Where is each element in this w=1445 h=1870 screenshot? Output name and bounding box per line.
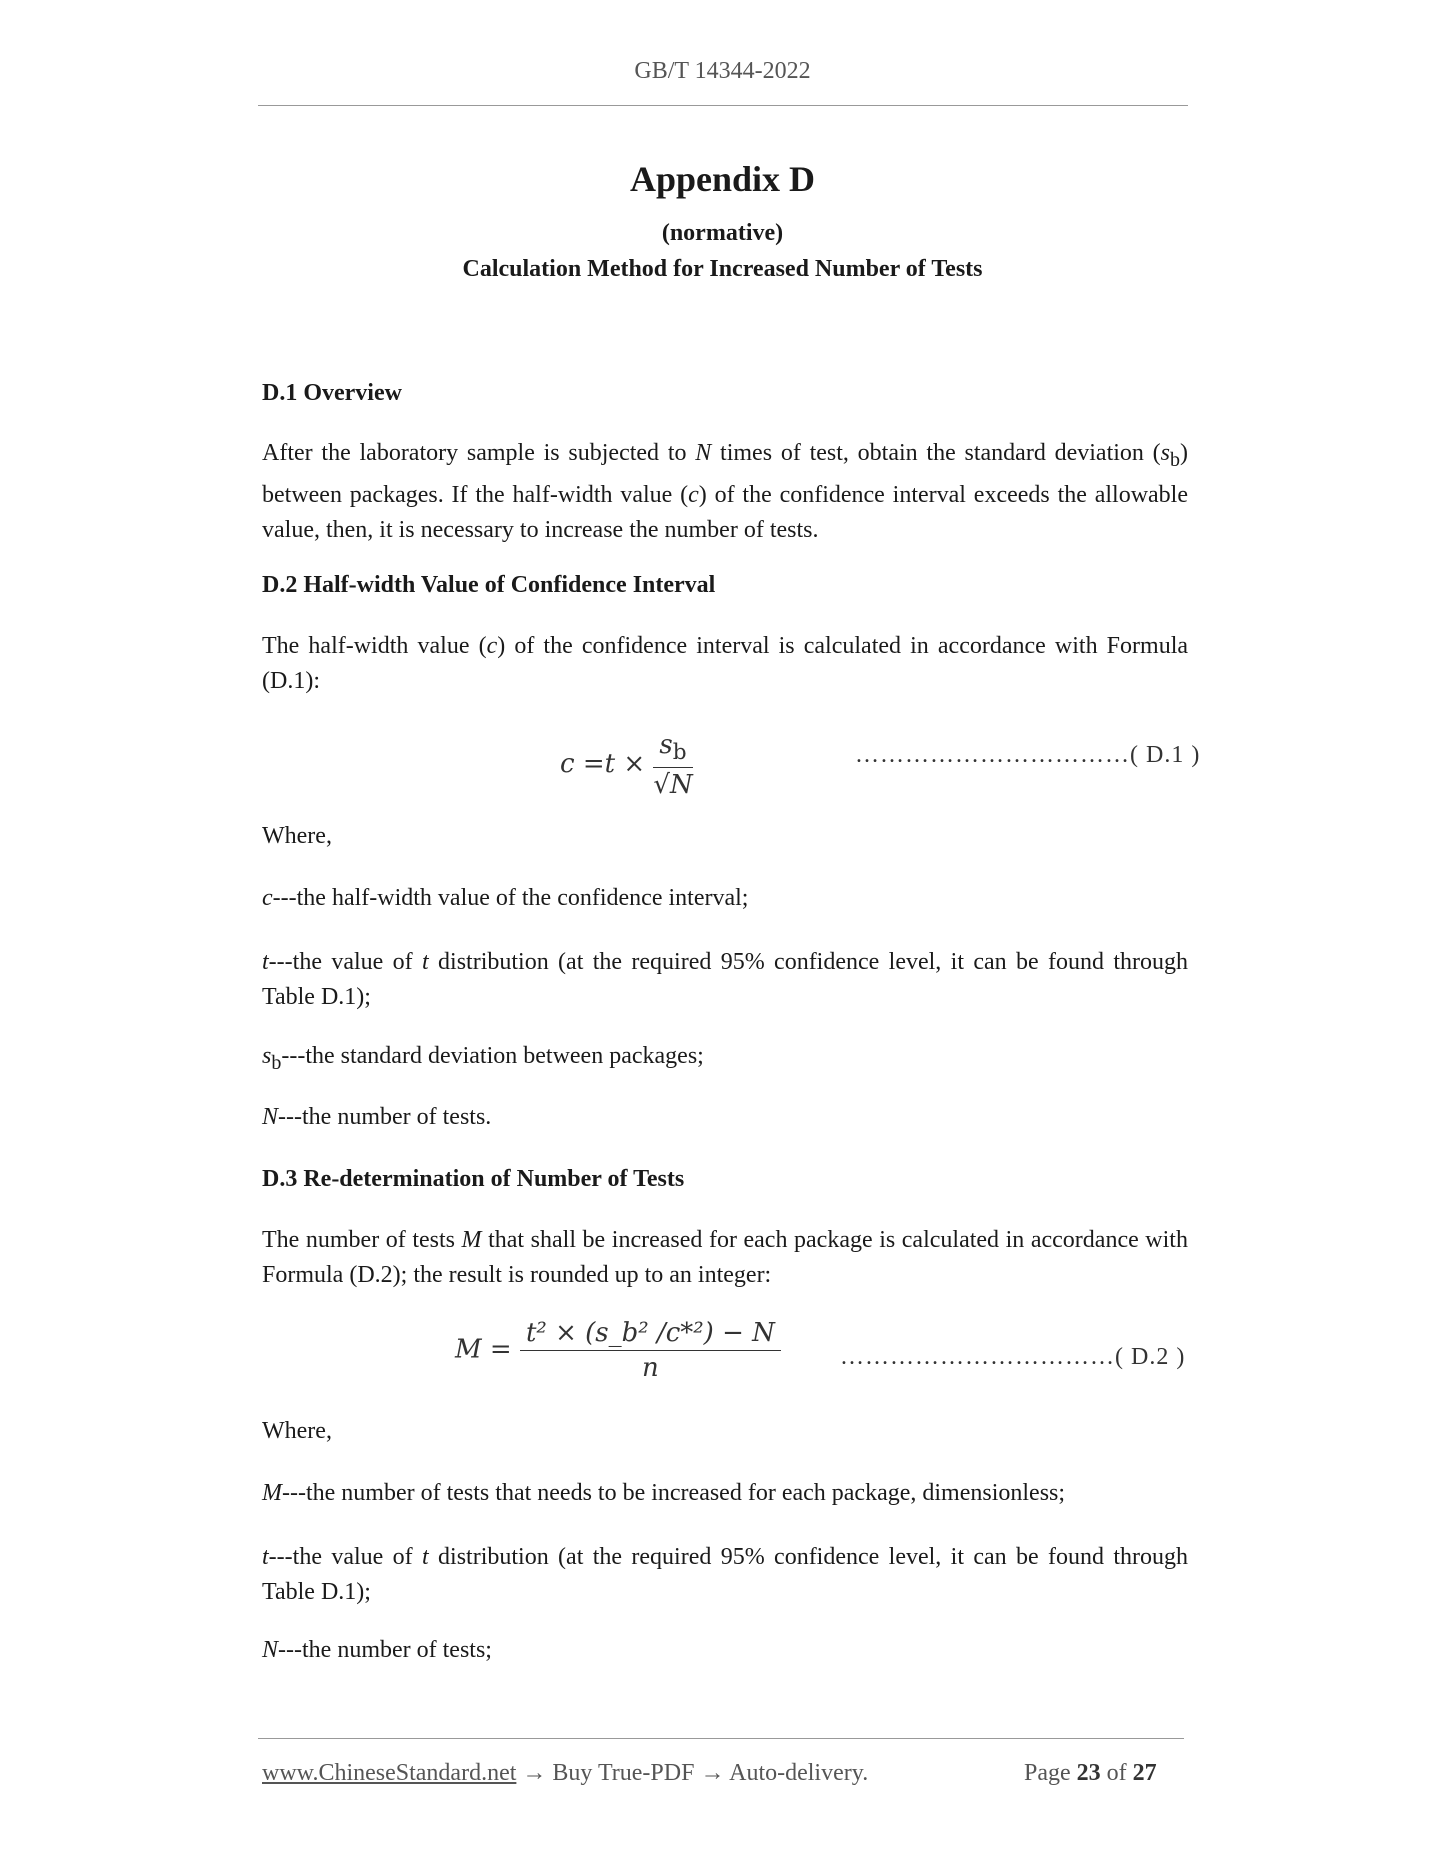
footer-divider bbox=[258, 1738, 1184, 1739]
where-label-d1: Where, bbox=[262, 823, 332, 849]
overview-paragraph: After the laboratory sample is subjected to N times of test, obtain the standard deviation $(s_b)$ between packages. If the half-width value (c) of the confidence interval exceeds the allowable value, then, it is necessary to increase the number of tests. bbox=[262, 440, 1189, 543]
formula-d1: c =t × $\frac{s_b}{√N}$ bbox=[560, 730, 693, 801]
section-heading-d2: D.2 Half-width Value of Confidence Interval bbox=[262, 572, 716, 598]
appendix-normative: (normative) bbox=[661, 220, 784, 246]
d3-paragraph: The number of tests M that shall be increased for each package is calculated in accordance with Formula (D.2); the result is rounded up to an integer: bbox=[262, 1227, 1188, 1288]
section-heading-d3: D.3 Re-determination of Number of Tests bbox=[262, 1166, 685, 1192]
formula-d1-number: ……………………………( D.1 ) bbox=[855, 742, 1201, 768]
definition-n: N---the number of tests. bbox=[262, 1104, 492, 1130]
definition-n-2: N---the number of tests; bbox=[262, 1637, 492, 1663]
definition-sb: $s_b--$-the standard deviation between packages; bbox=[262, 1043, 704, 1074]
footer-promo: www.ChineseStandard.net → Buy True-PDF → Auto-delivery. bbox=[262, 1760, 869, 1786]
header-divider bbox=[258, 105, 1188, 106]
definition-t: t---the value of t distribution (at the required 95% confidence level, it can be found through Table D.1); bbox=[262, 949, 1189, 1010]
page-indicator: Page 23 of 27 bbox=[1024, 1760, 1157, 1786]
website-link[interactable]: www.ChineseStandard.net bbox=[262, 1760, 517, 1786]
d2-paragraph: The half-width value (c) of the confidence interval is calculated in accordance with Formula (D.1): bbox=[262, 633, 1189, 694]
formula-d2: M = $\frac{\text{t² × (s\_b² /c*²) − N}}{n}$ bbox=[455, 1318, 781, 1383]
appendix-subtitle: Calculation Method for Increased Number of Tests bbox=[462, 256, 983, 282]
section-heading-d1: D.1 Overview bbox=[262, 380, 402, 406]
definition-m: M---the number of tests that needs to be increased for each package, dimensionless; bbox=[262, 1480, 1066, 1506]
formula-d2-number: ……………………………( D.2 ) bbox=[840, 1344, 1186, 1370]
page-header: GB/T 14344-2022 bbox=[634, 58, 811, 84]
appendix-title: Appendix D bbox=[629, 159, 816, 199]
where-label-d2: Where, bbox=[262, 1418, 332, 1444]
definition-t-2: t---the value of t distribution (at the required 95% confidence level, it can be found through Table D.1); bbox=[262, 1544, 1189, 1605]
definition-c: c---the half-width value of the confidence interval; bbox=[262, 885, 749, 911]
